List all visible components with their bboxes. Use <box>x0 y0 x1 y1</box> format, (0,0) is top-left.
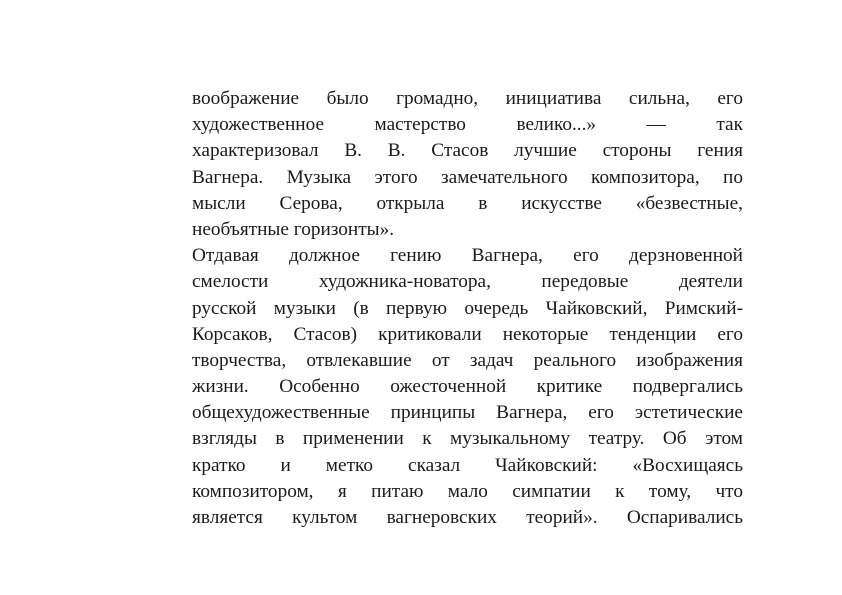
text-line: необъятные горизонты». <box>192 218 395 240</box>
text-line: общехудожественные принципы Вагнера, его эстетические <box>192 402 743 424</box>
text-line: воображение было громадно, инициатива сильна, его <box>192 88 743 109</box>
text-line: творчества, отвлекавшие от задач реального изображения <box>192 349 743 371</box>
text-line: Корсаков, Стасов) критиковали некоторые тенденции его <box>192 323 743 345</box>
text-line: характеризовал В. В. Стасов лучшие стороны гения <box>192 140 743 162</box>
text-line: русской музыки (в первую очередь Чайковский, Римский- <box>192 297 743 319</box>
body-text <box>192 86 743 531</box>
text-line: смелости художника-новатора, передовые деятели <box>192 271 743 293</box>
text-line: жизни. Особенно ожесточенной критике подвергались <box>192 376 743 398</box>
text-line: Вагнера. Музыка этого замечательного композитора, по <box>192 166 743 188</box>
text-line: является культом вагнеровских теорий». Оспаривались <box>192 507 743 528</box>
text-line: взгляды в применении к музыкальному театру. Об этом <box>192 428 743 450</box>
text-line: Отдавая должное гению Вагнера, его дерзновенной <box>192 245 743 267</box>
text-line: художественное мастерство велико...» — так <box>192 114 743 136</box>
text-line: композитором, я питаю мало симпатии к тому, что <box>192 480 743 502</box>
text-line: мысли Серова, открыла в искусстве «безвестные, <box>192 192 743 214</box>
text-line: кратко и метко сказал Чайковский: «Восхищаясь <box>192 454 743 476</box>
